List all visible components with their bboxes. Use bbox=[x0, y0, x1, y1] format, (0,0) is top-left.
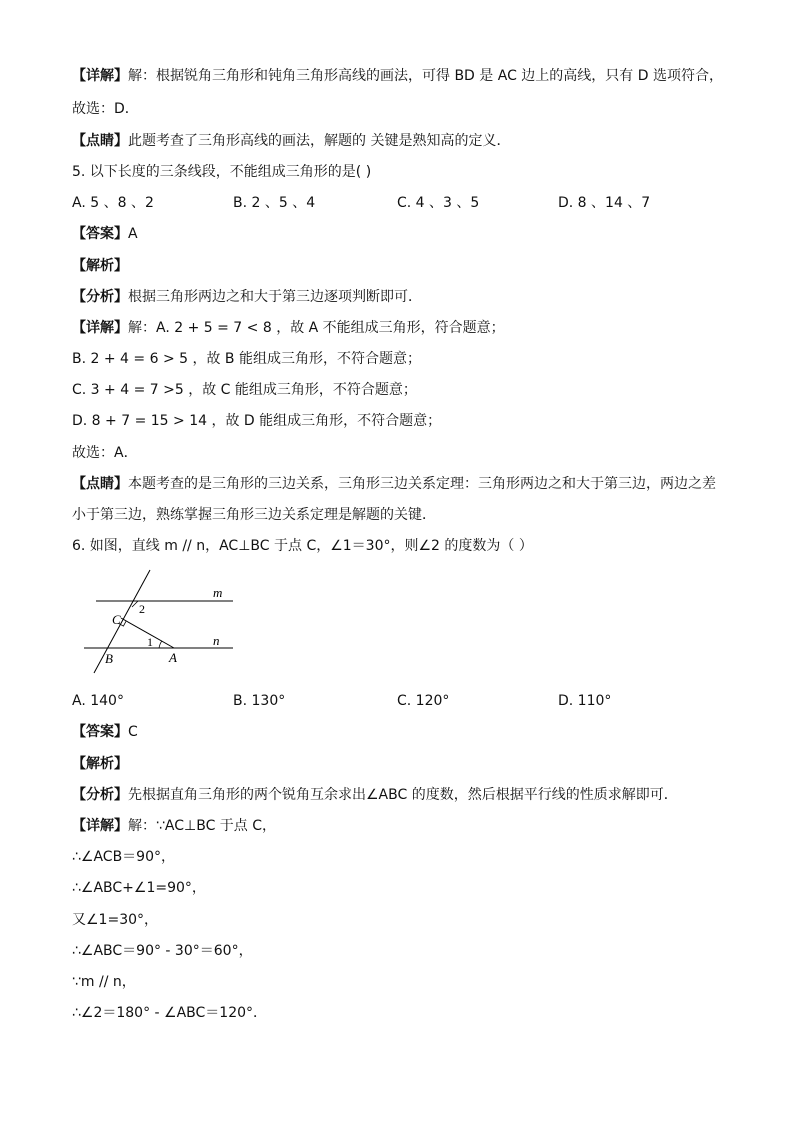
q5-answer: 【答案】A bbox=[72, 226, 138, 242]
label-c: C bbox=[112, 612, 121, 627]
transversal-bc bbox=[94, 570, 150, 673]
q6-detail-3: ∴∠ABC+∠1=90°， bbox=[72, 880, 206, 896]
detail-line-1: 【详解】解：根据锐角三角形和钝角三角形高线的画法，可得 BD 是 AC 边上的高线，只有 D 选项符合， bbox=[72, 68, 723, 84]
q5-analysis-header: 【解析】 bbox=[72, 258, 128, 274]
comment-line: 【点睛】此题考查了三角形高线的画法，解题的 关键是熟知高的定义． bbox=[72, 133, 511, 149]
q6-analysis-header: 【解析】 bbox=[72, 756, 128, 772]
q6-analysis: 【分析】先根据直角三角形的两个锐角互余求出∠ABC 的度数，然后根据平行线的性质求解即可． bbox=[72, 787, 678, 803]
q5-detail-c: C. 3 + 4 = 7 >5 ，故 C 能组成三角形，不符合题意； bbox=[72, 382, 417, 398]
q5-analysis: 【分析】根据三角形两边之和大于第三边逐项判断即可． bbox=[72, 289, 422, 305]
q5-option-d: D. 8 、14 、7 bbox=[558, 195, 651, 211]
q6-detail-4: 又∠1=30°， bbox=[72, 912, 159, 928]
q6-detail-2: ∴∠ACB＝90°， bbox=[72, 849, 175, 865]
q6-option-a: A. 140° bbox=[72, 693, 124, 709]
q6-detail-5: ∴∠ABC＝90° - 30°＝60°， bbox=[72, 943, 253, 959]
angle-1-arc bbox=[159, 641, 162, 648]
q5-option-a: A. 5 、8 、2 bbox=[72, 195, 154, 211]
q6-detail-1: 【详解】解：∵AC⊥BC 于点 C， bbox=[72, 818, 277, 834]
q5-comment-1: 【点睛】本题考查的是三角形的三边关系，三角形三边关系定理：三角形两边之和大于第三边，两边之差 bbox=[72, 476, 716, 492]
question-6: 6. 如图，直线 m // n，AC⊥BC 于点 C，∠1＝30°，则∠2 的度数为（ ） bbox=[72, 538, 533, 554]
q5-detail-a: 【详解】解：A. 2 + 5 = 7 < 8 ，故 A 不能组成三角形，符合题意； bbox=[72, 320, 505, 336]
label-m: m bbox=[213, 585, 223, 600]
q6-option-c: C. 120° bbox=[397, 693, 450, 709]
label-n: n bbox=[213, 633, 220, 648]
q5-choice: 故选：A． bbox=[72, 445, 138, 461]
q5-detail-d: D. 8 + 7 = 15 > 14 ，故 D 能组成三角形，不符合题意； bbox=[72, 413, 442, 429]
geometry-diagram bbox=[80, 566, 240, 678]
q5-option-c: C. 4 、3 、5 bbox=[397, 195, 480, 211]
q6-option-d: D. 110° bbox=[558, 693, 612, 709]
detail-line-2: 故选：D． bbox=[72, 101, 139, 117]
q5-detail-b: B. 2 + 4 = 6 > 5 ，故 B 能组成三角形，不符合题意； bbox=[72, 351, 421, 367]
q5-comment-2: 小于第三边，熟练掌握三角形三边关系定理是解题的关键． bbox=[72, 507, 436, 523]
label-angle-2: 2 bbox=[139, 602, 145, 616]
label-a: A bbox=[169, 650, 177, 665]
question-5: 5. 以下长度的三条线段，不能组成三角形的是( ) bbox=[72, 164, 372, 180]
q5-option-b: B. 2 、5 、4 bbox=[233, 195, 316, 211]
label-angle-1: 1 bbox=[147, 635, 153, 649]
q6-detail-6: ∵m // n， bbox=[72, 974, 136, 990]
q6-option-b: B. 130° bbox=[233, 693, 286, 709]
q6-answer: 【答案】C bbox=[72, 724, 138, 740]
label-b: B bbox=[105, 651, 113, 666]
q6-detail-7: ∴∠2＝180° - ∠ABC＝120°． bbox=[72, 1005, 268, 1021]
